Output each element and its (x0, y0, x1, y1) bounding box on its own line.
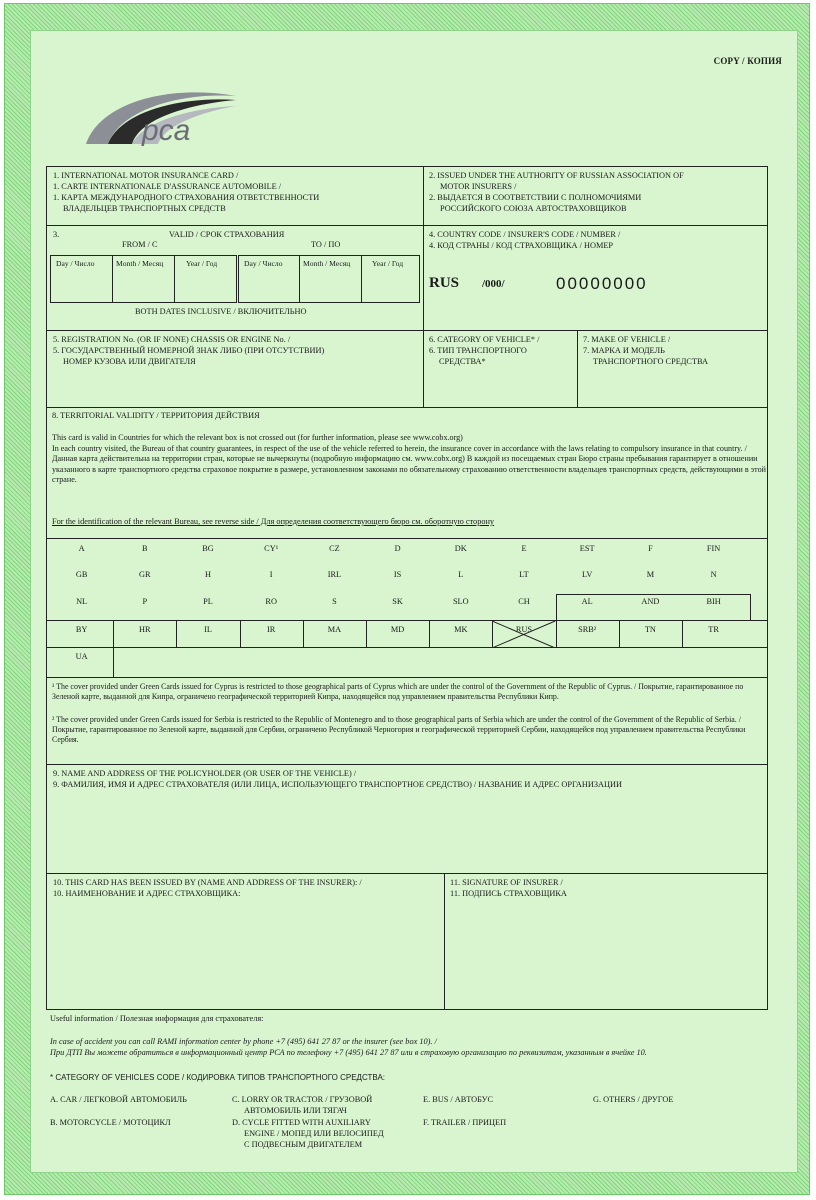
copy-label: COPY / КОПИЯ (713, 56, 782, 66)
country-bih[interactable]: BIH (706, 597, 721, 606)
col-label: Year / Год (372, 259, 404, 268)
country-tn[interactable]: TN (644, 625, 656, 634)
valid-to-day[interactable] (238, 255, 300, 303)
category-a: A. CAR / ЛЕГКОВОЙ АВТОМОБИЛЬ (50, 1095, 187, 1104)
rus-crossed-out-icon (492, 621, 555, 648)
country-ch[interactable]: CH (518, 597, 530, 606)
grid-vline-row4 (556, 621, 557, 648)
country-tr[interactable]: TR (708, 625, 719, 634)
country-f[interactable]: F (648, 544, 653, 553)
valid-from-month[interactable] (112, 255, 175, 303)
country-est[interactable]: EST (579, 544, 595, 553)
country-hr[interactable]: HR (139, 625, 151, 634)
country-cz[interactable]: CZ (329, 544, 340, 553)
valid-to-year[interactable] (361, 255, 420, 303)
box1-line3: 1. КАРТА МЕЖДУНАРОДНОГО СТРАХОВАНИЯ ОТВЕТСТВЕННОСТИ (53, 193, 320, 202)
grid-vline-row4 (619, 621, 620, 648)
country-ma[interactable]: MA (327, 625, 342, 634)
box6-line3: СРЕДСТВА* (439, 357, 486, 366)
country-m[interactable]: M (646, 570, 655, 579)
grid-vline-row4 (113, 621, 114, 648)
box1-line1: 1. INTERNATIONAL MOTOR INSURANCE CARD / (53, 171, 239, 180)
country-srb[interactable]: SRB² (578, 625, 597, 634)
col-label: Month / Месяц (303, 259, 351, 268)
valid-from-day[interactable] (50, 255, 113, 303)
grid-vline-row4 (366, 621, 367, 648)
accident-info-en: In case of accident you can call RAMI information center by phone +7 (495) 641 27 87 or the insurer (see box 10). / (50, 1037, 437, 1046)
valid-from-year[interactable] (174, 255, 237, 303)
country-code: RUS (429, 275, 460, 291)
box11-line1: 11. SIGNATURE OF INSURER / (450, 878, 563, 887)
box6-line2: 6. ТИП ТРАНСПОРТНОГО (429, 346, 527, 355)
box2-line3: 2. ВЫДАЕТСЯ В СООТВЕТСТВИИ С ПОЛНОМОЧИЯМИ (429, 193, 642, 202)
box2-line1: 2. ISSUED UNDER THE AUTHORITY OF RUSSIAN ASSOCIATION OF (429, 171, 684, 180)
country-cy[interactable]: CY¹ (264, 544, 279, 553)
category-c1: C. LORRY OR TRACTOR / ГРУЗОВОЙ (232, 1095, 373, 1104)
box6-line1: 6. CATEGORY OF VEHICLE* / (429, 335, 540, 344)
box10-line2: 10. НАИМЕНОВАНИЕ И АДРЕС СТРАХОВЩИКА: (53, 889, 241, 898)
category-b: B. MOTORCYCLE / МОТОЦИКЛ (50, 1118, 171, 1127)
country-b[interactable]: B (142, 544, 148, 553)
col-label: Year / Год (186, 259, 218, 268)
category-f: F. TRAILER / ПРИЦЕП (423, 1118, 507, 1127)
box10-issuer[interactable] (46, 873, 445, 1010)
country-rus[interactable]: RUS (515, 625, 533, 634)
box3-number: 3. (53, 230, 60, 239)
accident-info-ru: При ДТП Вы можете обратиться в информационный центр РСА по телефону +7 (495) 641 27 87 или в страховую организацию по реквизитам, указанным в ячейке 10. (50, 1048, 647, 1057)
box2-line2: MOTOR INSURERS / (440, 182, 517, 191)
category-g: G. OTHERS / ДРУГОЕ (593, 1095, 674, 1104)
category-title: * CATEGORY OF VEHICLES CODE / КОДИРОВКА ТИПОВ ТРАНСПОРТНОГО СРЕДСТВА: (50, 1073, 386, 1082)
box7-line3: ТРАНСПОРТНОГО СРЕДСТВА (593, 357, 709, 366)
country-is[interactable]: IS (393, 570, 402, 579)
country-slo[interactable]: SLO (452, 597, 469, 606)
country-sk[interactable]: SK (392, 597, 403, 606)
box3-to: TO / ПО (311, 240, 341, 249)
country-ir[interactable]: IR (267, 625, 276, 634)
country-p[interactable]: P (142, 597, 148, 606)
country-l[interactable]: L (458, 570, 464, 579)
box5-line3: НОМЕР КУЗОВА ИЛИ ДВИГАТЕЛЯ (63, 357, 196, 366)
box9-policyholder[interactable] (46, 764, 768, 874)
category-e: E. BUS / АВТОБУС (423, 1095, 494, 1104)
box8-bureau-note[interactable]: For the identification of the relevant Bureau, see reverse side / Для определения соответствующего бюро см. оборотную сторону (52, 517, 495, 526)
grid-vline-row5 (113, 648, 114, 678)
pca-logo (80, 82, 240, 160)
box4-codes (423, 225, 768, 331)
country-dk[interactable]: DK (454, 544, 467, 553)
col-label: Day / Число (56, 259, 95, 268)
category-c2: АВТОМОБИЛЬ ИЛИ ТЯГАЧ (244, 1106, 347, 1115)
grid-vline-row4 (240, 621, 241, 648)
country-s[interactable]: S (332, 597, 337, 606)
country-gr[interactable]: GR (139, 570, 151, 579)
insurer-code: /000/ (482, 278, 505, 290)
country-irl[interactable]: IRL (327, 570, 342, 579)
country-ua[interactable]: UA (75, 652, 88, 661)
box6-category (423, 330, 578, 408)
box2-line4: РОССИЙСКОГО СОЮЗА АВТОСТРАХОВЩИКОВ (440, 204, 627, 213)
box5-registration (46, 330, 424, 408)
col-label: Month / Месяц (116, 259, 164, 268)
country-fin[interactable]: FIN (706, 544, 721, 553)
country-d[interactable]: D (394, 544, 401, 553)
country-and[interactable]: AND (641, 597, 660, 606)
country-pl[interactable]: PL (203, 597, 213, 606)
box11-line2: 11. ПОДПИСЬ СТРАХОВЩИКА (450, 889, 567, 898)
box1-line4: ВЛАДЕЛЬЦЕВ ТРАНСПОРТНЫХ СРЕДСТВ (63, 204, 226, 213)
country-by[interactable]: BY (75, 625, 88, 634)
grid-vline-row4 (682, 621, 683, 648)
box1-line2: 1. CARTE INTERNATIONALE D'ASSURANCE AUTOMOBILE / (53, 182, 282, 191)
card-number: 00000000 (556, 274, 648, 293)
country-e[interactable]: E (521, 544, 527, 553)
country-i[interactable]: I (269, 570, 273, 579)
country-a[interactable]: A (78, 544, 85, 553)
country-al[interactable]: AL (581, 597, 593, 606)
box2 (423, 166, 768, 226)
category-d2: ENGINE / МОПЕД ИЛИ ВЕЛОСИПЕД (244, 1129, 384, 1138)
box1 (46, 166, 424, 226)
footnote-cyprus: ¹ The cover provided under Green Cards issued for Cyprus is restricted to those geographical parts of Cyprus which are under the control of the Government of the Republic of Cyprus. / Покрытие, гарантированное по Зеленой карте, выданной для Кипра, ограничено географической территорией Кипра, находящейся под управлением правительства Республики Кипр. (52, 682, 744, 702)
box8-text1: This card is valid in Countries for which the relevant box is not crossed out (for further information, please see www.cobx.org) (52, 433, 463, 442)
box11-signature[interactable] (444, 873, 768, 1010)
country-gb[interactable]: GB (75, 570, 88, 579)
box9-line1: 9. NAME AND ADDRESS OF THE POLICYHOLDER (OR USER OF THE VEHICLE) / (53, 769, 357, 778)
grid-vline-row4 (303, 621, 304, 648)
country-nl[interactable]: NL (76, 597, 88, 606)
country-md[interactable]: MD (390, 625, 405, 634)
box5-line2: 5. ГОСУДАРСТВЕННЫЙ НОМЕРНОЙ ЗНАК ЛИБО (ПРИ ОТСУТСТВИИ) (53, 346, 325, 355)
box3-inclusive: BOTH DATES INCLUSIVE / ВКЛЮЧИТЕЛЬНО (135, 307, 307, 316)
country-h[interactable]: H (204, 570, 211, 579)
box3-from: FROM / С (122, 240, 158, 249)
box4-line1: 4. COUNTRY CODE / INSURER'S CODE / NUMBER / (429, 230, 621, 239)
country-il[interactable]: IL (204, 625, 212, 634)
category-d3: С ПОДВЕСНЫМ ДВИГАТЕЛЕМ (244, 1140, 363, 1149)
grid-line-row5 (46, 647, 768, 648)
logo-text: pca (142, 114, 191, 147)
col-label: Day / Число (244, 259, 283, 268)
box10-line1: 10. THIS CARD HAS BEEN ISSUED BY (NAME AND ADDRESS OF THE INSURER): / (53, 878, 362, 887)
country-mk[interactable]: MK (454, 625, 468, 634)
country-lv[interactable]: LV (582, 570, 593, 579)
country-bg[interactable]: BG (202, 544, 214, 553)
country-lt[interactable]: LT (519, 570, 529, 579)
grid-vline-row4 (429, 621, 430, 648)
box4-line2: 4. КОД СТРАНЫ / КОД СТРАХОВЩИКА / НОМЕР (429, 241, 614, 250)
grid-vline-row4 (176, 621, 177, 648)
box8-title: 8. TERRITORIAL VALIDITY / ТЕРРИТОРИЯ ДЕЙСТВИЯ (52, 411, 260, 420)
category-d1: D. CYCLE FITTED WITH AUXILIARY (232, 1118, 371, 1127)
grid-box-row3 (556, 594, 752, 621)
useful-info-title: Useful information / Полезная информация для страхователя: (50, 1014, 264, 1023)
box7-line1: 7. MAKE OF VEHICLE / (583, 335, 671, 344)
box8-text2: In each country visited, the Bureau of that country guarantees, in respect of the use of the vehicle referred to herein, the insurance cover in accordance with the laws relating to compulsory insurance in that country. / Данная карта действительна на территории стран, которые не вычеркнуты (подробную информацию см. www.cobx.org) В каждой из посещаемых стран Бюро страны пребывания гарантирует в отношении указанного в карте транспортного средства страховое покрытие в размере, установленном законами по обязательному страхованию ответственности владельцев транспортных средств, действующими в этой стране. (52, 444, 766, 485)
box3-title: VALID / СРОК СТРАХОВАНИЯ (169, 230, 285, 239)
box9-line2: 9. ФАМИЛИЯ, ИМЯ И АДРЕС СТРАХОВАТЕЛЯ (ИЛИ ЛИЦА, ИСПОЛЬЗУЮЩЕГО ТРАНСПОРТНОЕ СРЕДСТВО) / НАЗВАНИЕ И АДРЕС ОРГАНИЗАЦИИ (53, 780, 622, 789)
box5-line1: 5. REGISTRATION No. (OR IF NONE) CHASSIS OR ENGINE No. / (53, 335, 291, 344)
country-n[interactable]: N (710, 570, 717, 579)
valid-to-month[interactable] (299, 255, 362, 303)
box7-make (577, 330, 768, 408)
box7-line2: 7. МАРКА И МОДЕЛЬ (583, 346, 665, 355)
footnote-serbia: ² The cover provided under Green Cards issued for Serbia is restricted to the Republic of Montenegro and to those geographical parts of Serbia which are under the control of the Government of the Republic of Serbia. / Покрытие, гарантированное по Зеленой карте, выданной для Сербии, ограничено Республикой Черногория и географической территорией Сербии, находящейся под управлением правительства Республики Сербия. (52, 715, 746, 745)
country-ro[interactable]: RO (265, 597, 277, 606)
